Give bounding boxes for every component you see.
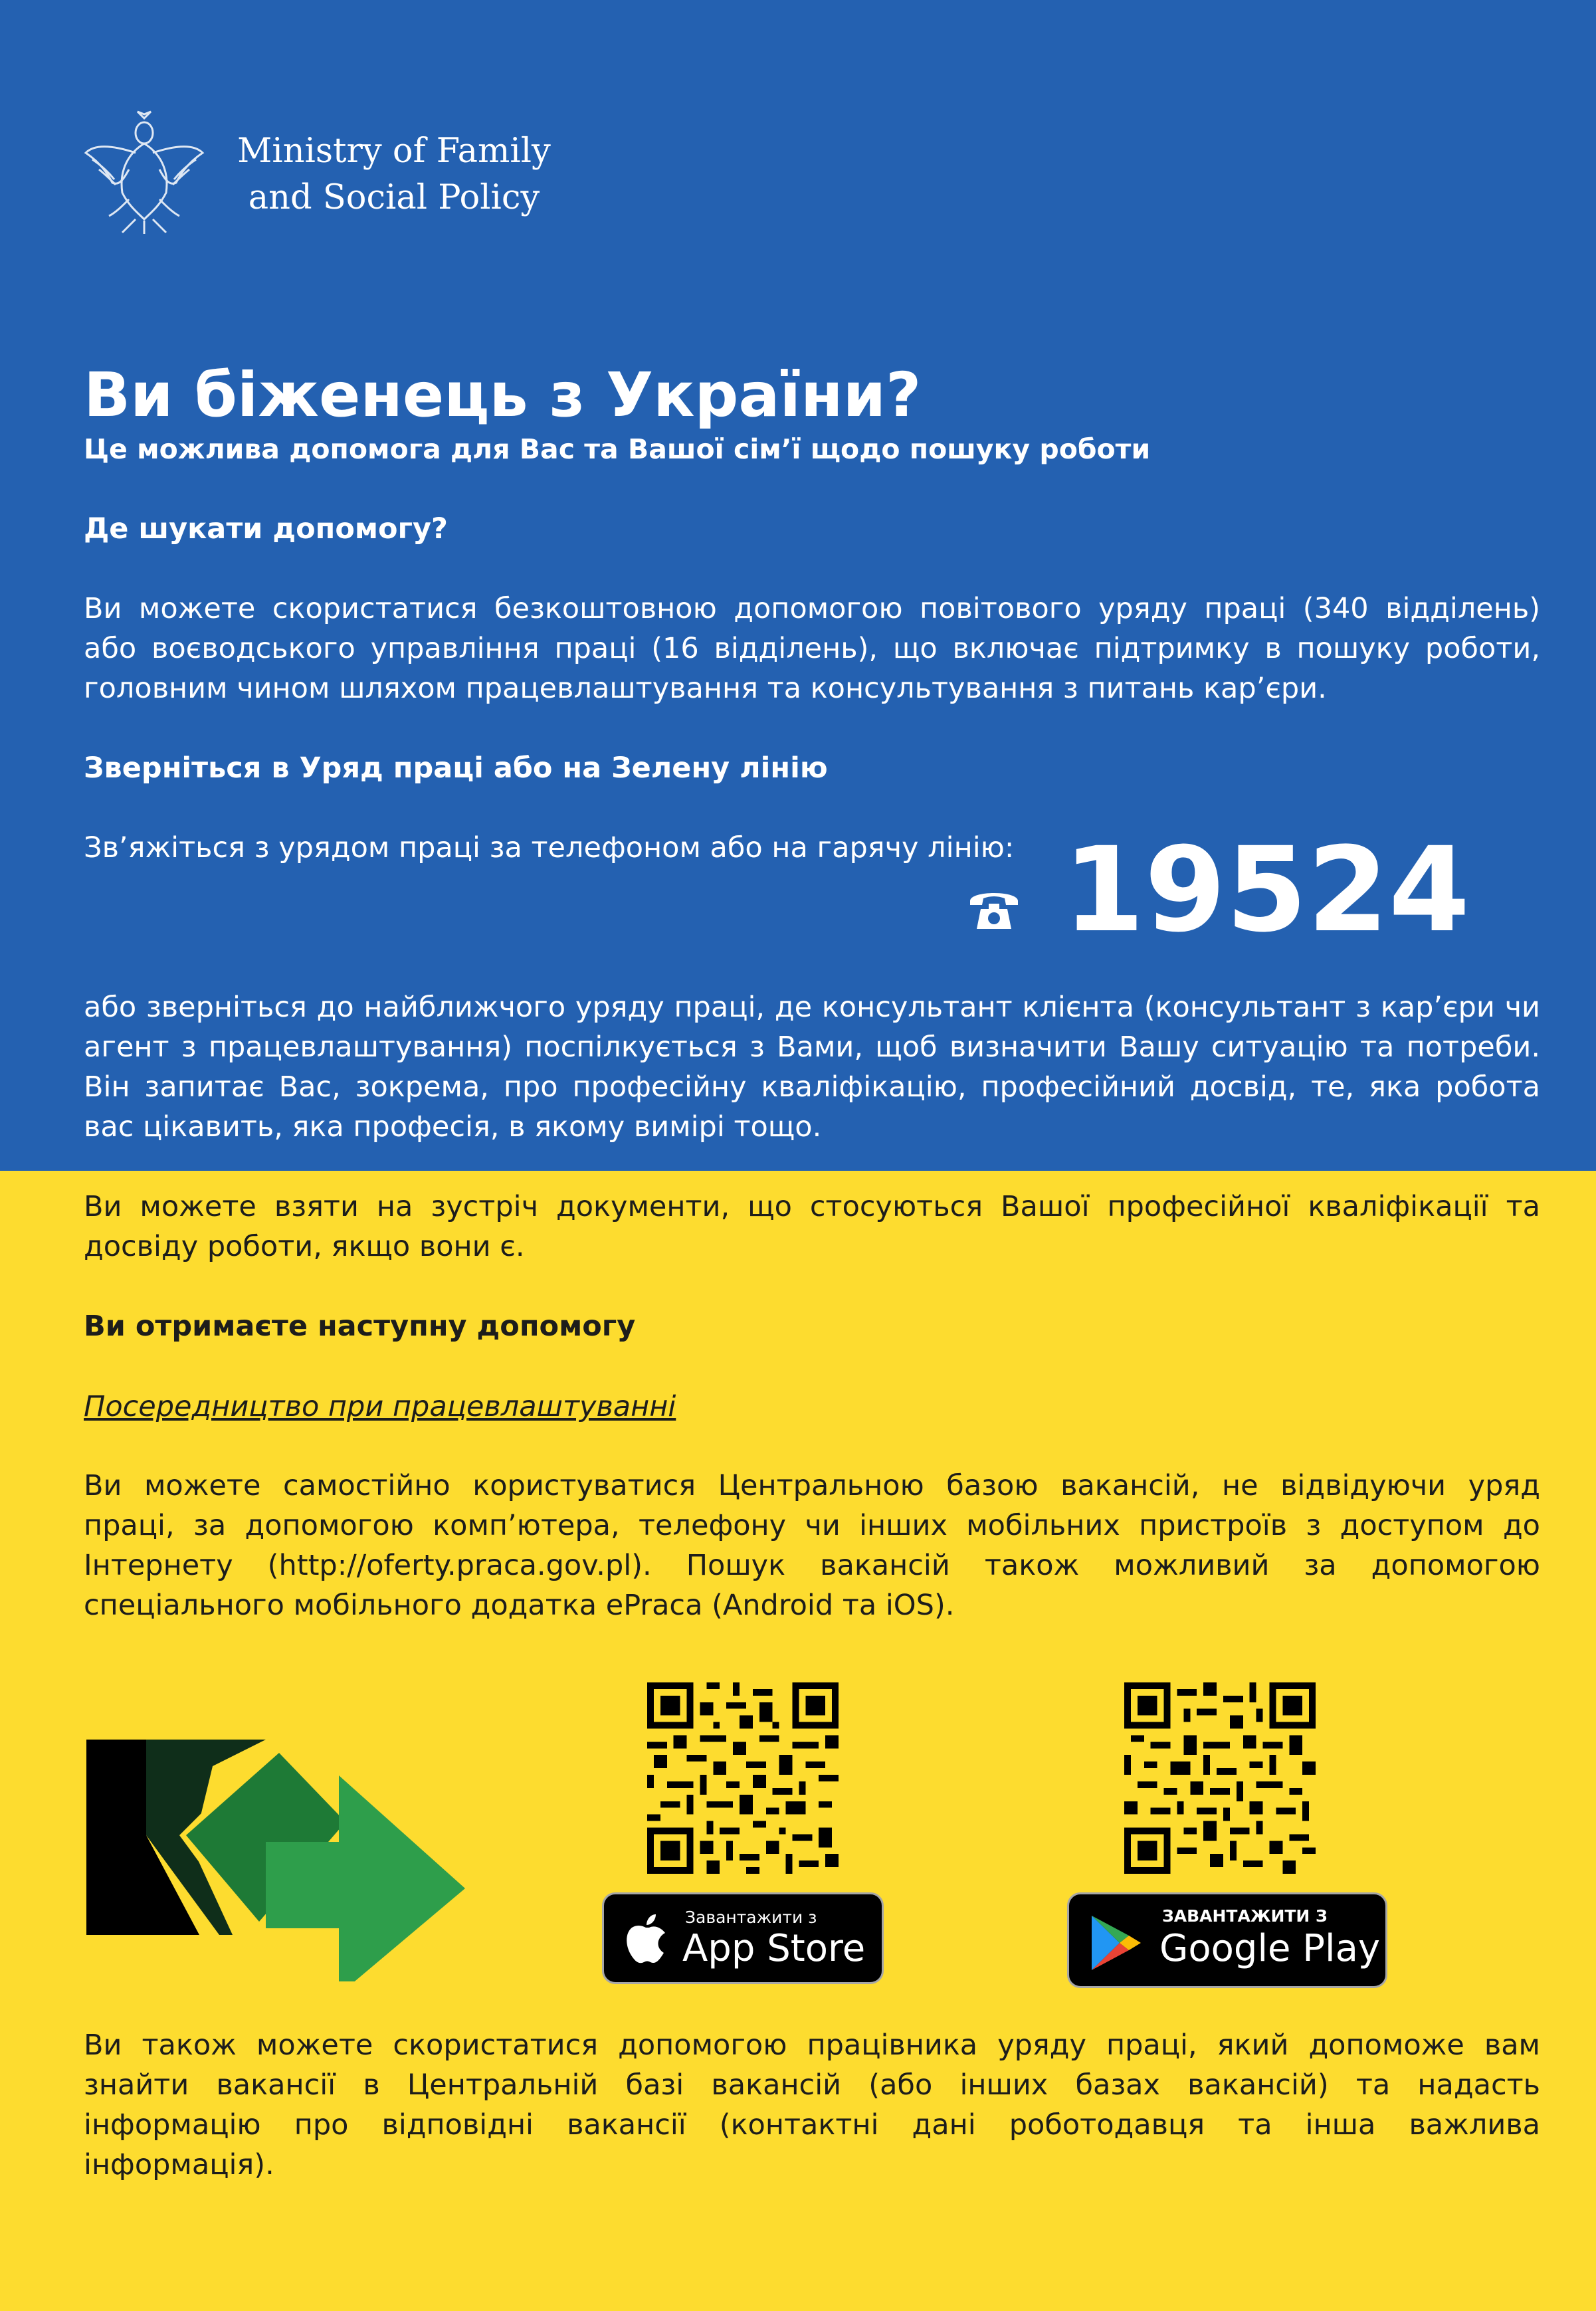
contact-heading: Зверніться в Уряд праці або на Зелену лінію xyxy=(84,752,828,785)
worker-line-3: інформацію про відповідні вакансії (контактні дані роботодавця та інша важлива xyxy=(84,2108,1540,2142)
hotline-intro: Зв’яжіться з урядом праці за телефоном або на гарячу лінію: xyxy=(84,831,1015,864)
logo-line-2: and Social Policy xyxy=(248,178,540,217)
page-title: Ви біженець з України? xyxy=(84,359,922,431)
consultant-paragraph xyxy=(84,987,1540,1147)
telephone-icon xyxy=(967,881,1021,934)
logo-line-1: Ministry of Family xyxy=(237,132,551,171)
vacancies-line-4: спеціального мобільного додатка ePraca (Android та iOS). xyxy=(84,1589,955,1622)
documents-line-1: Ви можете взяти на зустріч документи, що стосуються Вашої професійної кваліфікації та xyxy=(84,1190,1540,1223)
page-subtitle: Це можлива допомога для Вас та Вашої сім’ї щодо пошуку роботи xyxy=(84,433,1151,465)
where-heading: Де шукати допомогу? xyxy=(84,512,448,546)
app-store-badge[interactable] xyxy=(602,1892,884,1984)
documents-paragraph xyxy=(84,1187,1540,1266)
app-store-big-label: App Store xyxy=(682,1927,866,1970)
apple-icon xyxy=(624,1913,668,1965)
consultant-line-2: агент з працевлаштування) поспілкується з Вами, щоб визначити Вашу ситуацію та потреби. xyxy=(84,1031,1540,1064)
vacancies-line-1: Ви можете самостійно користуватися Центральною базою вакансій, не відвідуючи уряд xyxy=(84,1469,1540,1502)
documents-line-2: досвіду роботи, якщо вони є. xyxy=(84,1230,525,1263)
app-store-small-label: Завантажити з xyxy=(685,1908,817,1927)
ePraca-arrows-logo xyxy=(86,1716,465,1981)
where-paragraph xyxy=(84,589,1540,708)
google-play-small-label: ЗАВАНТАЖИТИ З xyxy=(1162,1906,1328,1926)
worker-line-1: Ви також можете скористатися допомогою працівника уряду праці, який допоможе вам xyxy=(84,2029,1540,2062)
hotline-number: 19524 xyxy=(1063,822,1470,958)
app-store-qr-code xyxy=(647,1682,839,1874)
worker-line-2: знайти вакансії в Центральній базі вакансій (або інших базах вакансій) та надасть xyxy=(84,2068,1540,2102)
where-line-1: Ви можете скористатися безкоштовною допомогою повітового уряду праці (340 відділень) xyxy=(84,592,1540,625)
google-play-icon xyxy=(1089,1914,1142,1971)
google-play-qr-code xyxy=(1124,1682,1316,1874)
yellow-section xyxy=(0,1171,1596,2311)
google-play-badge[interactable] xyxy=(1067,1892,1387,1988)
eagle-emblem-icon xyxy=(82,106,206,237)
worker-paragraph xyxy=(84,2025,1540,2185)
where-line-2: або воєводського управління праці (16 відділень), що включає підтримку в пошуку роботи, xyxy=(84,632,1540,665)
receive-heading: Ви отримаєте наступну допомогу xyxy=(84,1310,636,1343)
consultant-line-4: вас цікавить, яка професія, в якому вимірі тощо. xyxy=(84,1110,822,1144)
mediation-heading: Посередництво при працевлаштуванні xyxy=(84,1390,676,1423)
worker-line-4: інформація). xyxy=(84,2148,274,2181)
google-play-big-label: Google Play xyxy=(1159,1927,1381,1970)
consultant-line-1: або зверніться до найближчого уряду праці, де консультант клієнта (консультант з кар’єри чи xyxy=(84,991,1540,1024)
ministry-logo-text xyxy=(221,128,567,221)
vacancies-paragraph xyxy=(84,1466,1540,1625)
consultant-line-3: Він запитає Вас, зокрема, про професійну кваліфікацію, професійний досвід, те, яка робота xyxy=(84,1070,1540,1104)
where-line-3: головним чином шляхом працевлаштування та консультування з питань кар’єри. xyxy=(84,672,1327,705)
vacancies-line-3: Інтернету (http://oferty.praca.gov.pl). Пошук вакансій також можливий за допомогою xyxy=(84,1549,1540,1582)
vacancies-line-2: праці, за допомогою комп’ютера, телефону чи інших мобільних пристроїв з доступом до xyxy=(84,1509,1540,1542)
